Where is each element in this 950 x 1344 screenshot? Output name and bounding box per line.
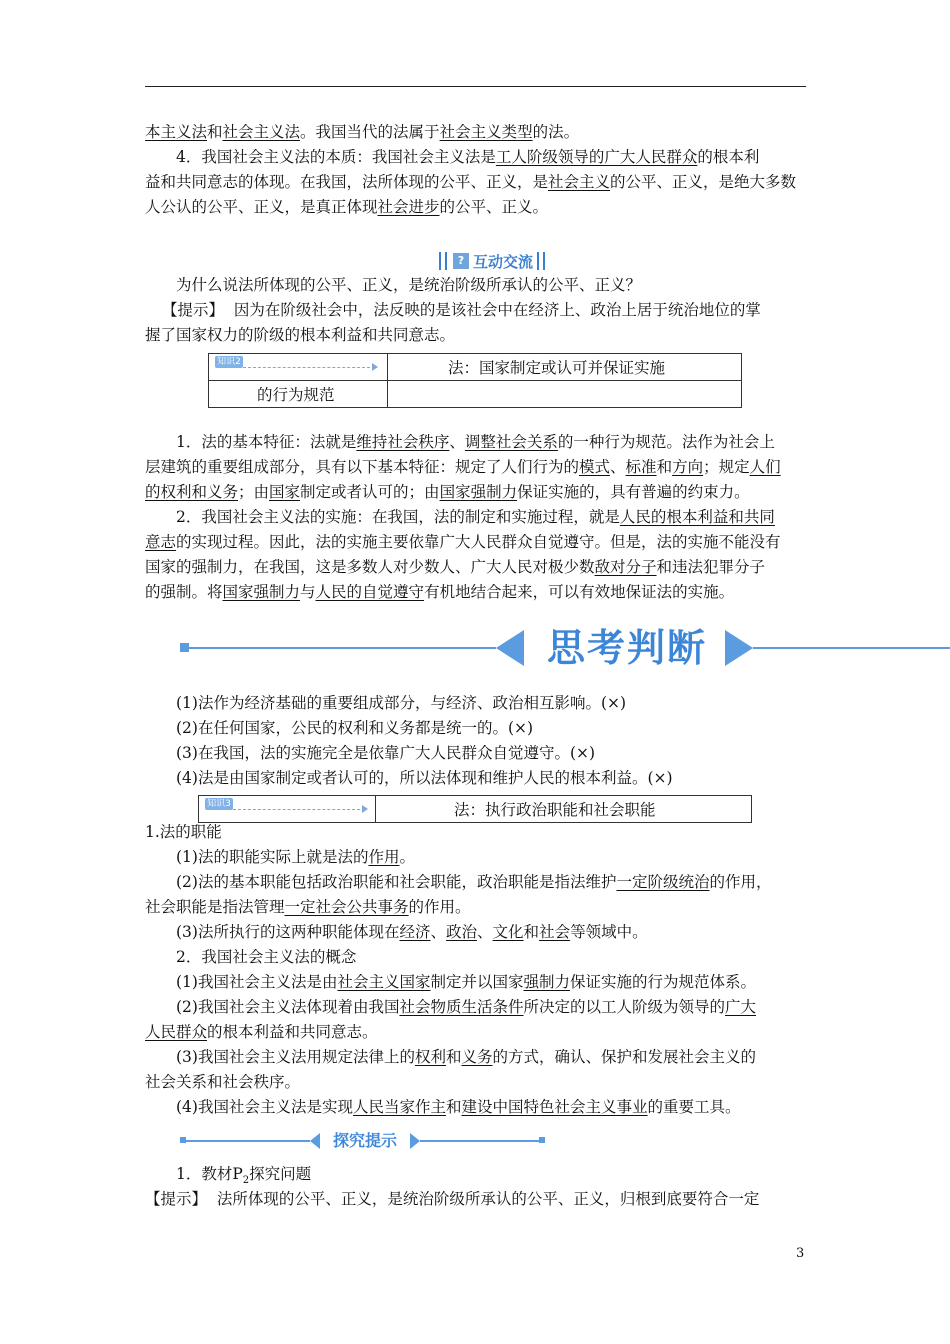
paragraph-law-type: 本主义法和社会主义法。我国当代的法属于社会主义类型的法。 — [145, 123, 580, 141]
arrow-left-icon — [496, 630, 524, 666]
hint-2: 【提示】 法所体现的公平、正义，是统治阶级所承认的公平、正义，归根到底要符合一定 — [145, 1190, 760, 1208]
list-item: (2)在任何国家，公民的权利和义务都是统一的。(×) — [176, 719, 534, 737]
knowledge-marker-3: 知识3 — [205, 798, 233, 810]
page-number: 3 — [796, 1246, 805, 1261]
knowledge-table-2 — [208, 353, 742, 408]
header-rule — [145, 86, 806, 87]
hint-1: 【提示】 因为在阶级社会中，法反映的是该社会中在经济上、政治上居于统治地位的掌 — [162, 301, 761, 319]
marker-cell — [209, 354, 388, 381]
question-text: 为什么说法所体现的公平、正义，是统治阶级所承认的公平、正义？ — [176, 276, 642, 294]
arrow-right-icon — [725, 630, 753, 666]
knowledge-table-3 — [198, 795, 752, 823]
arrow-right-icon — [410, 1133, 420, 1149]
section-title: 2．我国社会主义法的概念 — [176, 948, 357, 966]
section-heading-interaction: ? 互动交流 — [437, 250, 547, 272]
list-item: (1)法作为经济基础的重要组成部分，与经济、政治相互影响。(×) — [176, 694, 627, 712]
textbook-question: 1．教材$P_2$探究问题 — [176, 1165, 312, 1187]
table-row-2: 的行为规范 — [209, 381, 388, 408]
hint-1-cont: 握了国家权力的阶级的根本利益和共同意志。 — [145, 326, 456, 344]
table-head: 法：执行政治职能和社会职能 — [376, 796, 752, 823]
marker-cell — [199, 796, 376, 823]
section-title: 1.法的职能 — [145, 823, 222, 841]
list-item: (3)在我国，法的实施完全是依靠广大人民群众自觉遵守。(×) — [176, 744, 596, 762]
table-head: 法：国家制定或认可并保证实施 — [388, 354, 742, 381]
banner-explore-hint: 探究提示 — [180, 1130, 545, 1152]
knowledge-marker-2: 知识2 — [215, 356, 243, 368]
arrow-left-icon — [310, 1133, 320, 1149]
question-icon: ? — [453, 253, 469, 269]
banner-think-judge: 思考判断 — [180, 620, 950, 676]
list-item: (4)法是由国家制定或者认可的，所以法体现和维护人民的根本利益。(×) — [176, 769, 673, 787]
